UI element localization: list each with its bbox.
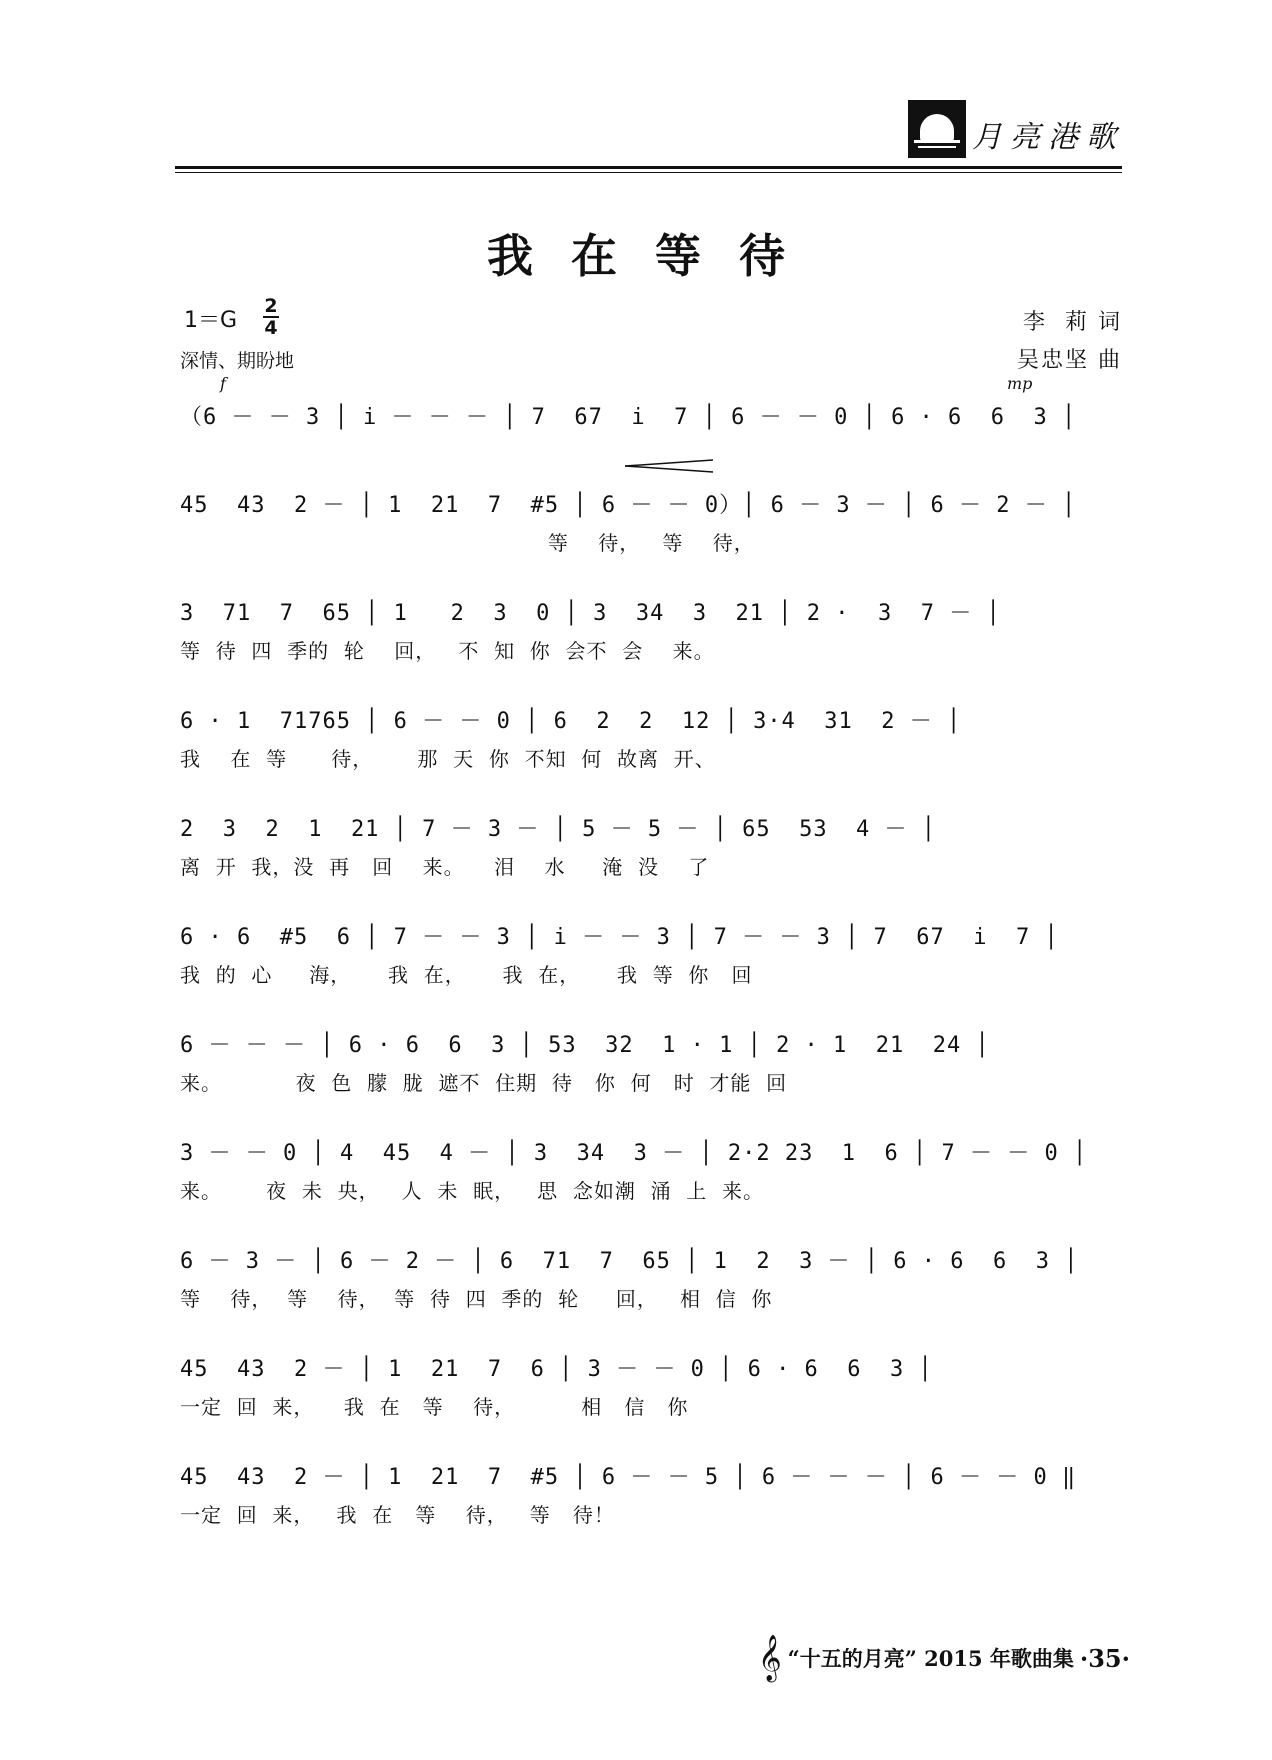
lyric-line-9: 等 待， 等 待， 等 待 四 季的 轮 回， 相 信 你 (180, 1287, 773, 1311)
time-signature-top: 2 (264, 295, 278, 317)
notation-line-1: （6 － － 3 │ i － － － │ 7 67 i 7 │ 6 － － 0 │ 6 · 6 6 3 │ (180, 405, 1077, 430)
notation-line-6: 6 · 6 #5 6 │ 7 － － 3 │ i － － 3 │ 7 － － 3 │ 7 67 i 7 │ (180, 925, 1059, 950)
time-signature (263, 296, 279, 338)
lyric-line-7: 来。 夜 色 朦 胧 遮不 住期 待 你 何 时 才能 回 (180, 1071, 788, 1095)
lyric-line-3: 等 待 四 季的 轮 回， 不 知 你 会不 会 来。 (180, 639, 715, 663)
lyric-line-11: 一定 回 来， 我 在 等 待， 等 待！ (180, 1503, 615, 1527)
composer-credit: 吴忠坚 曲 (1017, 348, 1122, 373)
page-footer (758, 1635, 1130, 1681)
column-title: 月亮港歌 (972, 120, 1124, 155)
notation-line-10: 45 43 2 － │ 1 21 7 6 │ 3 － － 0 │ 6 · 6 6 3 │ (180, 1357, 933, 1382)
lyric-line-8: 来。 夜 未 央， 人 未 眠， 思 念如潮 涌 上 来。 (180, 1179, 765, 1203)
lyric-line-5: 离 开 我，没 再 回 来。 泪 水 淹 没 了 (180, 855, 710, 879)
notation-line-3: 3 71 7 65 │ 1 2 3 0 │ 3 34 3 21 │ 2 · 3 7 － │ (180, 601, 1001, 626)
notation-line-11: 45 43 2 － │ 1 21 7 #5 │ 6 － － 5 │ 6 － － － │ 6 － － 0 ‖ (180, 1465, 1077, 1490)
notation-line-2: 45 43 2 － │ 1 21 7 #5 │ 6 － － 0）│ 6 － 3 － │ 6 － 2 － │ (180, 493, 1077, 518)
notation-line-8: 3 － － 0 │ 4 45 4 － │ 3 34 3 － │ 2·2 23 1 6 │ 7 － － 0 │ (180, 1141, 1088, 1166)
lyric-line-10: 一定 回 来， 我 在 等 待， 相 信 你 (180, 1395, 689, 1419)
lyric-line-6: 我 的 心 海， 我 在， 我 在， 我 等 你 回 (180, 963, 753, 987)
moon-logo-icon (908, 100, 966, 158)
lyricist-credit: 李 莉 词 (1023, 310, 1122, 335)
book-title: “十五的月亮” 2015 年歌曲集 (787, 1646, 1074, 1671)
treble-clef-icon: 𝄞 (758, 1635, 782, 1681)
notation-line-9: 6 － 3 － │ 6 － 2 － │ 6 71 7 65 │ 1 2 3 － │ 6 · 6 6 3 │ (180, 1249, 1079, 1274)
header-rule-thin (175, 172, 1122, 173)
notation-line-5: 2 3 2 1 21 │ 7 － 3 － │ 5 － 5 － │ 65 53 4 － │ (180, 817, 937, 842)
key-signature: 1＝G (184, 308, 238, 333)
header-rule (175, 166, 1122, 169)
dynamic-forte: f (220, 374, 226, 393)
tempo-marking: 深情、期盼地 (180, 350, 295, 372)
lyric-line-2: 等 待， 等 待， (180, 531, 755, 555)
notation-line-7: 6 － － － │ 6 · 6 6 3 │ 53 32 1 · 1 │ 2 · 1 21 24 │ (180, 1033, 990, 1058)
dynamic-mezzo-piano: mp (1007, 374, 1033, 393)
notation-line-4: 6 · 1 71765 │ 6 － － 0 │ 6 2 2 12 │ 3·4 31 2 － │ (180, 709, 962, 734)
time-signature-bottom: 4 (264, 317, 278, 339)
lyric-line-4: 我 在 等 待， 那 天 你 不知 何 故离 开、 (180, 747, 716, 771)
decrescendo-hairpin (625, 458, 715, 474)
page-number: ·35· (1079, 1643, 1130, 1673)
song-title: 我在等待 (487, 229, 823, 283)
